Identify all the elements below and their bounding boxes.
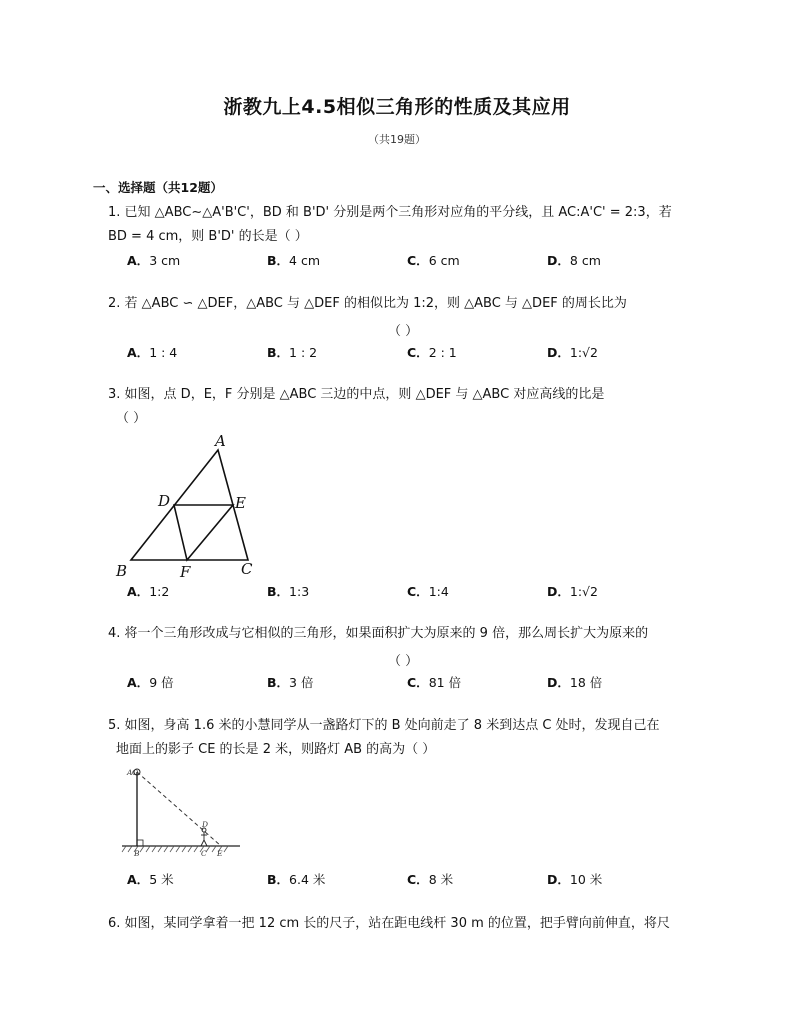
question-number: 6.: [108, 916, 121, 931]
option-a[interactable]: [127, 673, 174, 691]
section-title: 一、选择题（共12题）: [93, 180, 223, 195]
option-c[interactable]: [407, 343, 457, 361]
question-5-line-2: 地面上的影子 CE 的长是 2 米，则路灯 AB 的高为（ ）: [116, 742, 436, 757]
question-1: [108, 201, 672, 249]
question-number: 3.: [108, 387, 121, 402]
question-number: 1.: [108, 205, 121, 220]
question-1-line-1: [108, 201, 672, 225]
option-text: 6.4 米: [289, 872, 326, 887]
question-text: 如图，身高 1.6 米的小慧同学从一盏路灯下的 B 处向前走了 8 米到达点 C 处时，发现自己在: [124, 718, 660, 733]
question-6-line-1: [108, 912, 670, 936]
option-label: B．: [267, 253, 290, 268]
question-3-options: [127, 582, 727, 604]
option-text: 1:4: [428, 584, 449, 599]
right-angle-mark: [137, 840, 143, 846]
option-text: 1:√2: [569, 584, 598, 599]
label-d: D: [202, 820, 209, 829]
option-label: B．: [267, 345, 290, 360]
option-d[interactable]: [547, 582, 598, 600]
option-d[interactable]: [547, 870, 602, 888]
option-text: 8 cm: [569, 253, 601, 268]
option-a[interactable]: [127, 251, 180, 269]
question-text: 若 △ABC ∽ △DEF，△ABC 与 △DEF 的相似比为 1:2，则 △ABC 与 △DEF 的周长比为: [124, 296, 627, 311]
option-text: 1 : 4: [149, 345, 178, 360]
option-text: 3 倍: [289, 675, 314, 690]
question-5: [108, 714, 660, 762]
option-label: A．: [127, 872, 150, 887]
option-b[interactable]: [267, 582, 309, 600]
option-b[interactable]: [267, 251, 320, 269]
question-2: [108, 292, 627, 316]
option-label: C．: [407, 253, 429, 268]
label-a: A: [127, 768, 133, 777]
option-label: A．: [127, 675, 150, 690]
option-label: D．: [547, 872, 570, 887]
option-label: B．: [267, 584, 290, 599]
label-c: C: [241, 560, 253, 578]
option-label: B．: [267, 872, 290, 887]
option-text: 1 : 2: [289, 345, 318, 360]
option-text: 1:√2: [569, 345, 598, 360]
option-label: C．: [407, 675, 429, 690]
option-label: D．: [547, 345, 570, 360]
option-text: 2 : 1: [428, 345, 457, 360]
option-b[interactable]: [267, 870, 325, 888]
option-label: A．: [127, 253, 150, 268]
option-c[interactable]: [407, 870, 453, 888]
label-f: F: [180, 563, 191, 580]
option-a[interactable]: [127, 870, 174, 888]
option-label: A．: [127, 584, 150, 599]
option-text: 8 米: [428, 872, 454, 887]
option-b[interactable]: [267, 343, 317, 361]
option-text: 9 倍: [149, 675, 174, 690]
question-text: 已知 △ABC∼△A'B'C'，BD 和 B'D' 分别是两个三角形对应角的平分线，且 AC:A'C' = 2:3，若: [124, 205, 672, 220]
question-4-answer-blank: （ ）: [388, 654, 419, 669]
question-3-figure: [112, 430, 262, 580]
label-e: E: [217, 849, 223, 858]
option-label: C．: [407, 584, 429, 599]
option-label: D．: [547, 253, 570, 268]
person-icon: [201, 828, 207, 846]
page-title: 浙教九上4.5相似三角形的性质及其应用: [223, 96, 571, 118]
question-3-line-1: [108, 383, 604, 407]
question-4-line-1: [108, 622, 648, 646]
question-2-answer-blank: （ ）: [388, 324, 419, 339]
option-c[interactable]: [407, 582, 449, 600]
option-label: A．: [127, 345, 150, 360]
triangle-def: [174, 505, 233, 560]
option-text: 1:2: [149, 584, 170, 599]
question-5-line-1: [108, 714, 660, 738]
label-d: D: [158, 492, 171, 510]
option-text: 4 cm: [289, 253, 321, 268]
option-b[interactable]: [267, 673, 313, 691]
option-label: D．: [547, 584, 570, 599]
option-text: 5 米: [149, 872, 174, 887]
option-label: D．: [547, 675, 570, 690]
label-b: B: [134, 849, 140, 858]
option-d[interactable]: [547, 673, 602, 691]
question-4: [108, 622, 648, 646]
question-5-options: [127, 870, 727, 892]
option-label: C．: [407, 345, 429, 360]
option-text: 81 倍: [428, 675, 462, 690]
label-e: E: [235, 494, 246, 512]
question-1-options: [127, 251, 727, 273]
question-number: 5.: [108, 718, 121, 733]
option-text: 18 倍: [569, 675, 603, 690]
question-2-line-1: [108, 292, 627, 316]
question-number: 2.: [108, 296, 121, 311]
question-number: 4.: [108, 626, 121, 641]
question-text: 如图，点 D，E，F 分别是 △ABC 三边的中点，则 △DEF 与 △ABC 对应高线的比是: [124, 387, 605, 402]
option-d[interactable]: [547, 251, 601, 269]
option-d[interactable]: [547, 343, 598, 361]
question-1-line-2: BD = 4 cm，则 B'D' 的长是（ ）: [108, 229, 308, 244]
question-text: 如图，某同学拿着一把 12 cm 长的尺子，站在距电线杆 30 m 的位置，把手臂向前伸直，将尺: [124, 916, 670, 931]
question-text: 将一个三角形改成与它相似的三角形，如果面积扩大为原来的 9 倍，那么周长扩大为原来的: [124, 626, 649, 641]
option-c[interactable]: [407, 251, 460, 269]
label-c: C: [201, 849, 207, 858]
option-a[interactable]: [127, 343, 177, 361]
question-2-options: [127, 343, 727, 365]
question-3: [108, 383, 604, 431]
option-text: 10 米: [569, 872, 603, 887]
page-subtitle: （共19题）: [368, 133, 426, 146]
option-label: B．: [267, 675, 290, 690]
label-a: A: [215, 432, 226, 450]
option-label: C．: [407, 872, 429, 887]
question-4-options: [127, 673, 727, 695]
label-o: O: [132, 768, 139, 777]
option-text: 3 cm: [149, 253, 181, 268]
option-a[interactable]: [127, 582, 169, 600]
question-3-line-2: （ ）: [116, 411, 147, 426]
option-text: 6 cm: [428, 253, 460, 268]
label-b: B: [116, 562, 128, 580]
question-6: [108, 912, 670, 936]
light-ray: [137, 772, 221, 846]
option-text: 1:3: [289, 584, 310, 599]
question-5-figure: [118, 764, 248, 864]
option-c[interactable]: [407, 673, 461, 691]
